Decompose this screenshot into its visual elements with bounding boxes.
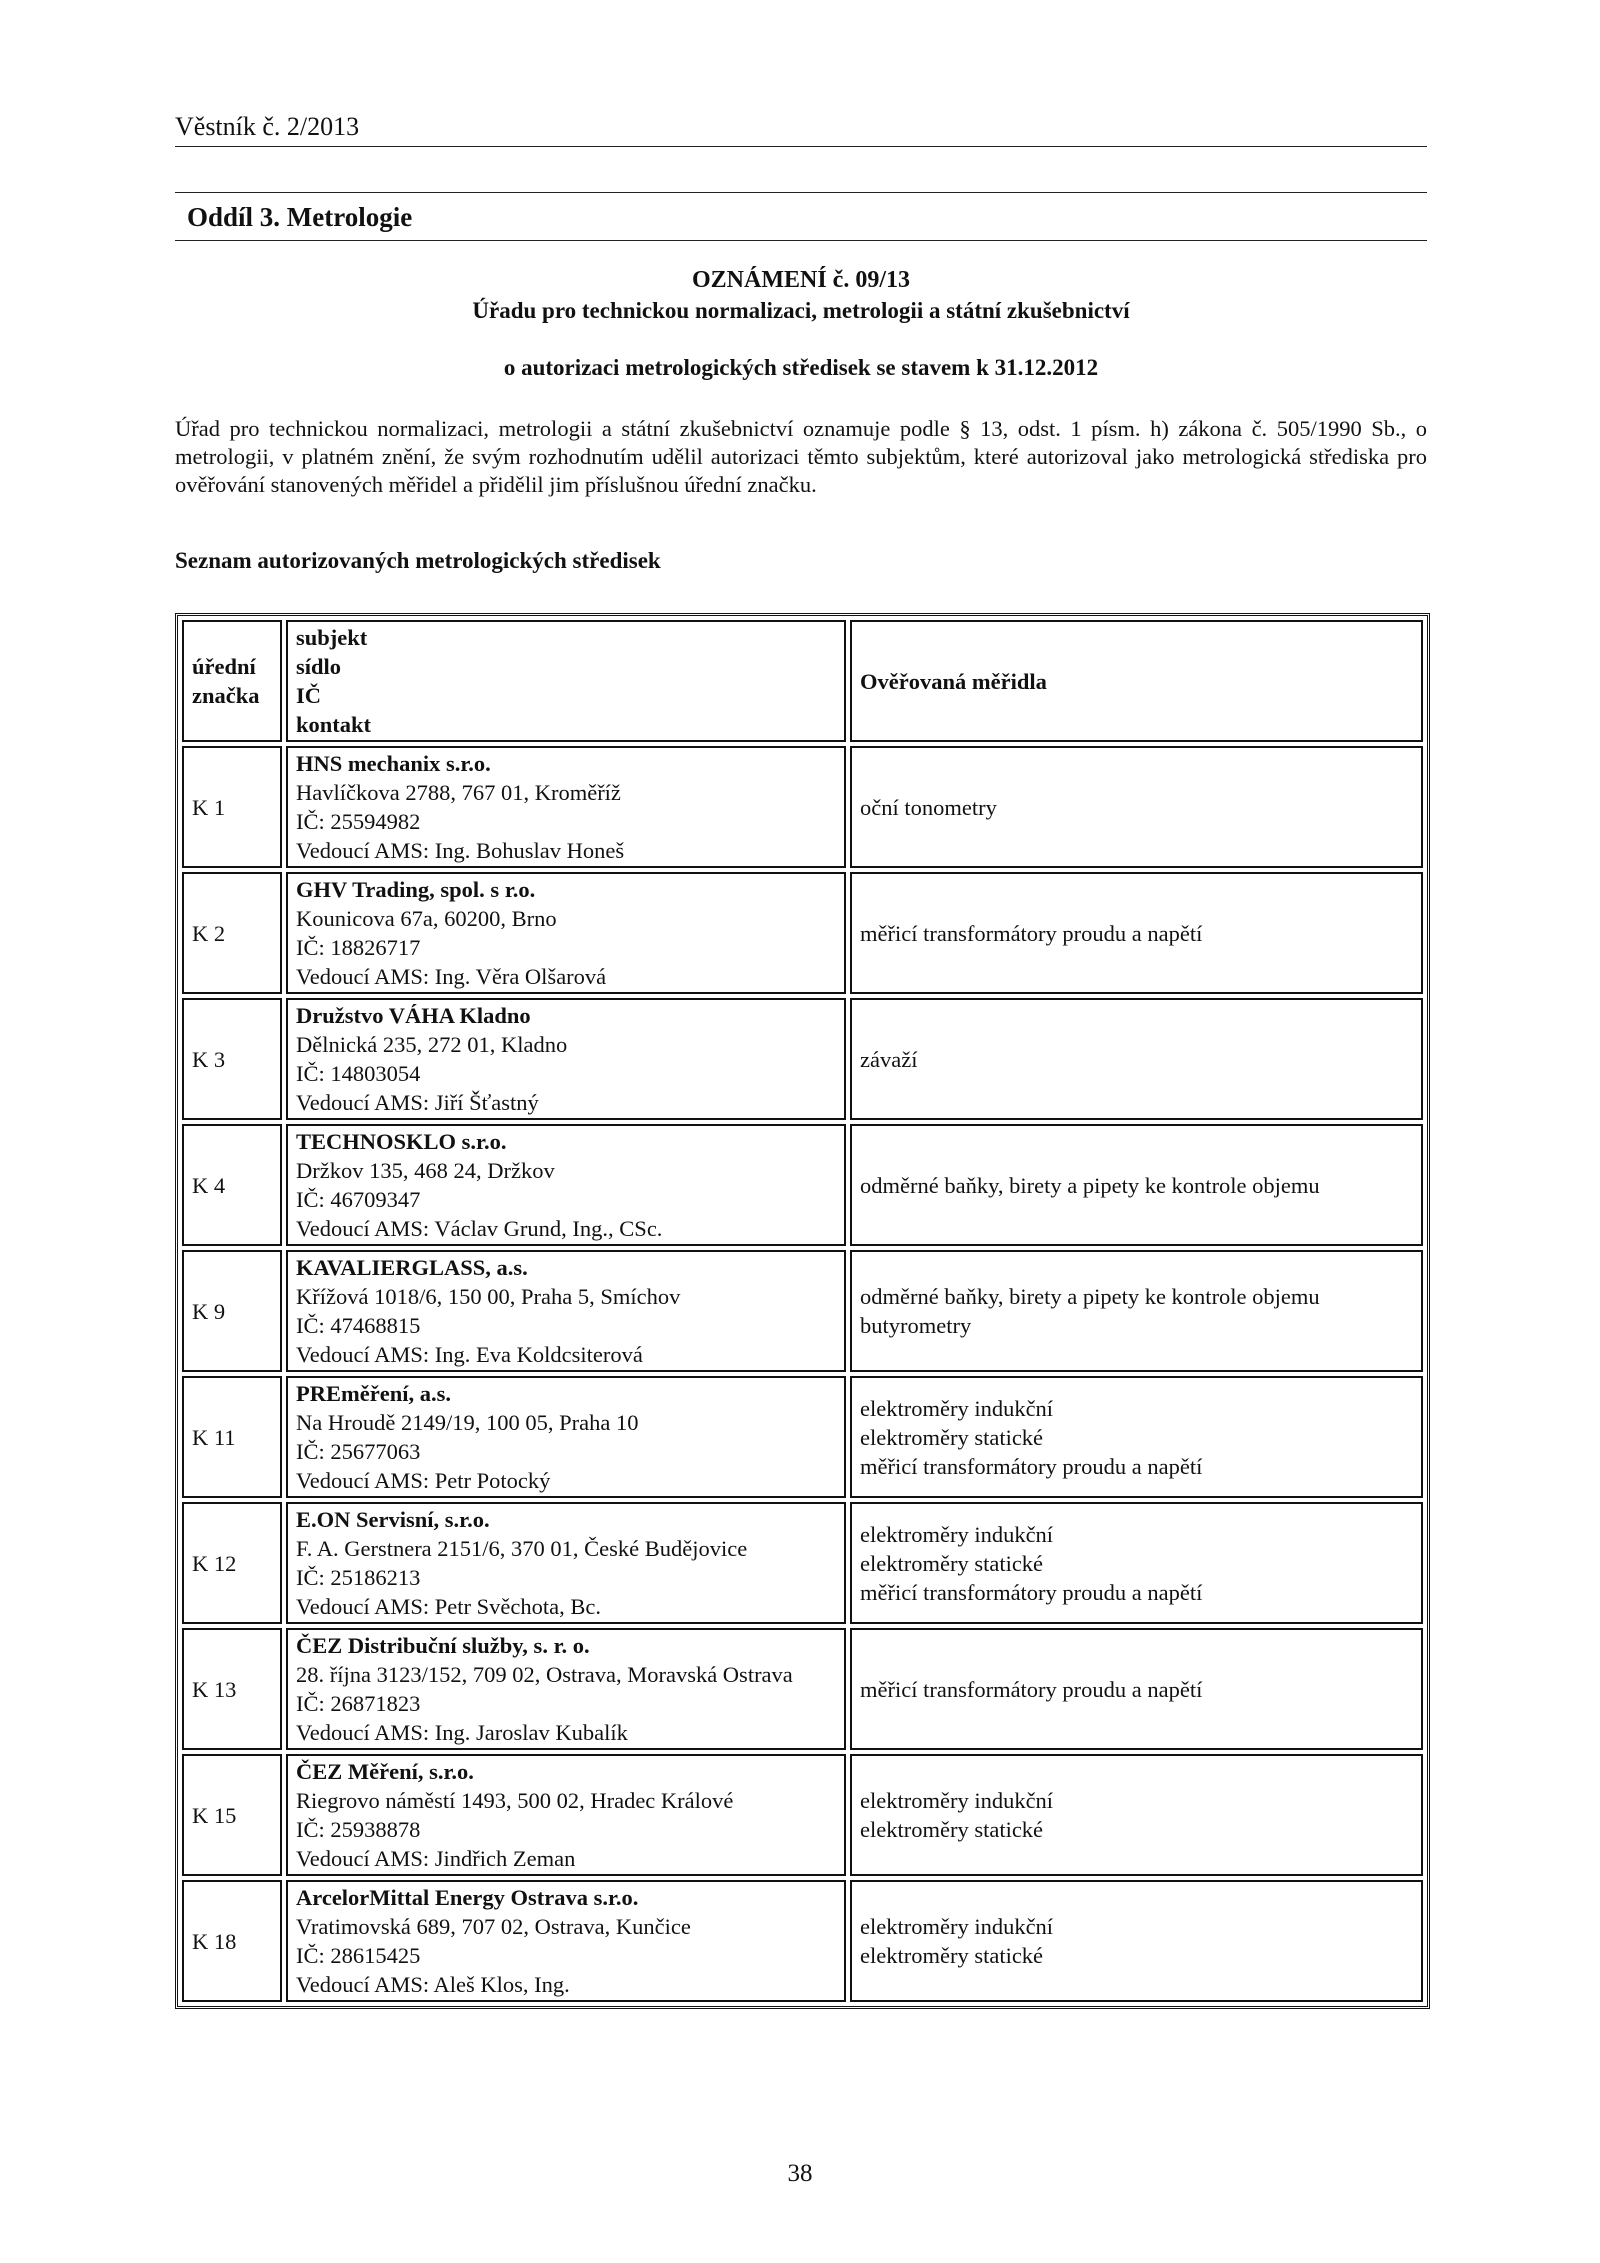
cell-mark: K 18 bbox=[182, 1880, 282, 2002]
subject-address: Křížová 1018/6, 150 00, Praha 5, Smíchov bbox=[296, 1284, 681, 1309]
cell-subject bbox=[286, 1124, 846, 1246]
table-row bbox=[182, 1376, 1423, 1498]
cell-instruments bbox=[850, 1376, 1423, 1498]
header-mark-line: úřední bbox=[192, 654, 256, 679]
header-subject-line: sídlo bbox=[296, 654, 342, 679]
page-number: 38 bbox=[787, 2160, 813, 2187]
cell-subject bbox=[286, 872, 846, 994]
subject-contact: Vedoucí AMS: Jindřich Zeman bbox=[296, 1846, 576, 1871]
subject-name: Družstvo VÁHA Kladno bbox=[296, 1003, 531, 1028]
subject-ico: IČ: 18826717 bbox=[296, 935, 421, 960]
notice-subject: o autorizaci metrologických středisek se stavem k 31.12.2012 bbox=[503, 355, 1099, 380]
table-row bbox=[182, 998, 1423, 1120]
subject-ico: IČ: 25186213 bbox=[296, 1565, 421, 1590]
cell-instruments bbox=[850, 1880, 1423, 2002]
table-header-row bbox=[182, 620, 1423, 742]
instrument-item: elektroměry statické bbox=[860, 1943, 1044, 1968]
header-rule bbox=[175, 146, 1427, 147]
instrument-item: elektroměry statické bbox=[860, 1550, 1044, 1576]
cell-instruments bbox=[850, 998, 1423, 1120]
section-rule-bottom bbox=[175, 240, 1427, 241]
subject-name: HNS mechanix s.r.o. bbox=[296, 751, 491, 776]
header-mark-line: značka bbox=[192, 683, 260, 708]
subject-name: E.ON Servisní, s.r.o. bbox=[296, 1507, 490, 1532]
subject-address: 28. října 3123/152, 709 02, Ostrava, Moravská Ostrava bbox=[296, 1662, 793, 1687]
cell-mark: K 4 bbox=[182, 1124, 282, 1246]
header-subject bbox=[286, 620, 846, 742]
subject-contact: Vedoucí AMS: Petr Potocký bbox=[296, 1468, 551, 1493]
subject-name: ČEZ Měření, s.r.o. bbox=[296, 1759, 474, 1784]
subject-address: Držkov 135, 468 24, Držkov bbox=[296, 1158, 555, 1183]
subject-ico: IČ: 25677063 bbox=[296, 1439, 421, 1464]
cell-subject bbox=[286, 1250, 846, 1372]
running-header: Věstník č. 2/2013 bbox=[175, 112, 360, 141]
subject-address: Kounicova 67a, 60200, Brno bbox=[296, 906, 557, 931]
cell-subject bbox=[286, 1754, 846, 1876]
instrument-item: měřicí transformátory proudu a napětí bbox=[860, 1579, 1203, 1605]
header-subject-line: kontakt bbox=[296, 712, 372, 737]
cell-mark: K 13 bbox=[182, 1628, 282, 1750]
cell-subject bbox=[286, 1502, 846, 1624]
subject-ico: IČ: 26871823 bbox=[296, 1691, 421, 1716]
cell-instruments bbox=[850, 1754, 1423, 1876]
instrument-item: elektroměry indukční bbox=[860, 1395, 1054, 1421]
instrument-item: butyrometry bbox=[860, 1313, 972, 1338]
subject-ico: IČ: 25594982 bbox=[296, 809, 421, 834]
cell-subject bbox=[286, 1376, 846, 1498]
subject-name: GHV Trading, spol. s r.o. bbox=[296, 877, 536, 902]
instrument-item: měřicí transformátory proudu a napětí bbox=[860, 1676, 1203, 1702]
subject-ico: IČ: 28615425 bbox=[296, 1943, 421, 1968]
subject-contact: Vedoucí AMS: Václav Grund, Ing., CSc. bbox=[296, 1216, 663, 1241]
subject-contact: Vedoucí AMS: Ing. Bohuslav Honeš bbox=[296, 838, 625, 863]
cell-instruments bbox=[850, 1124, 1423, 1246]
cell-subject bbox=[286, 1880, 846, 2002]
list-heading: Seznam autorizovaných metrologických středisek bbox=[175, 548, 661, 573]
instrument-item: měřicí transformátory proudu a napětí bbox=[860, 920, 1203, 946]
table-row bbox=[182, 1124, 1423, 1246]
cell-instruments bbox=[850, 1502, 1423, 1624]
header-mark bbox=[182, 620, 282, 742]
cell-subject bbox=[286, 746, 846, 868]
instrument-item: elektroměry indukční bbox=[860, 1788, 1054, 1813]
table-row bbox=[182, 1250, 1423, 1372]
header-subject-line: IČ bbox=[296, 683, 322, 708]
instrument-item: odměrné baňky, birety a pipety ke kontrole objemu bbox=[860, 1284, 1320, 1309]
section-title: Oddíl 3. Metrologie bbox=[187, 202, 413, 232]
cell-mark: K 12 bbox=[182, 1502, 282, 1624]
instrument-item: odměrné baňky, birety a pipety ke kontrole objemu bbox=[860, 1172, 1320, 1198]
table-row bbox=[182, 872, 1423, 994]
subject-address: Na Hroudě 2149/19, 100 05, Praha 10 bbox=[296, 1410, 639, 1435]
cell-subject bbox=[286, 998, 846, 1120]
subject-name: ArcelorMittal Energy Ostrava s.r.o. bbox=[296, 1885, 639, 1910]
subject-contact: Vedoucí AMS: Jiří Šťastný bbox=[296, 1090, 539, 1115]
notice-title: OZNÁMENÍ č. 09/13 bbox=[692, 267, 910, 293]
subject-ico: IČ: 25938878 bbox=[296, 1817, 421, 1842]
instrument-item: elektroměry statické bbox=[860, 1817, 1044, 1842]
table-row bbox=[182, 746, 1423, 868]
subject-contact: Vedoucí AMS: Ing. Jaroslav Kubalík bbox=[296, 1720, 628, 1745]
subject-address: Dělnická 235, 272 01, Kladno bbox=[296, 1032, 568, 1057]
cell-mark: K 9 bbox=[182, 1250, 282, 1372]
subject-ico: IČ: 47468815 bbox=[296, 1313, 421, 1338]
subject-contact: Vedoucí AMS: Aleš Klos, Ing. bbox=[296, 1972, 570, 1997]
instrument-item: elektroměry indukční bbox=[860, 1914, 1054, 1939]
subject-name: KAVALIERGLASS, a.s. bbox=[296, 1255, 528, 1280]
subject-address: F. A. Gerstnera 2151/6, 370 01, České Budějovice bbox=[296, 1536, 748, 1561]
cell-mark: K 11 bbox=[182, 1376, 282, 1498]
instrument-item: elektroměry indukční bbox=[860, 1521, 1054, 1547]
cell-instruments bbox=[850, 1628, 1423, 1750]
centers-table-wrap bbox=[175, 613, 1430, 2009]
cell-subject bbox=[286, 1628, 846, 1750]
subject-ico: IČ: 46709347 bbox=[296, 1187, 421, 1212]
subject-name: ČEZ Distribuční služby, s. r. o. bbox=[296, 1633, 590, 1658]
cell-mark: K 2 bbox=[182, 872, 282, 994]
cell-instruments bbox=[850, 746, 1423, 868]
table-row bbox=[182, 1502, 1423, 1624]
notice-issuer: Úřadu pro technickou normalizaci, metrologii a státní zkušebnictví bbox=[472, 298, 1130, 323]
subject-address: Havlíčkova 2788, 767 01, Kroměříž bbox=[296, 780, 621, 805]
table-row bbox=[182, 1754, 1423, 1876]
header-instruments: Ověřovaná měřidla bbox=[850, 620, 1423, 742]
subject-name: TECHNOSKLO s.r.o. bbox=[296, 1129, 507, 1154]
section-rule-top bbox=[175, 192, 1427, 193]
subject-address: Riegrovo náměstí 1493, 500 02, Hradec Králové bbox=[296, 1788, 734, 1813]
instrument-item: závaží bbox=[860, 1046, 918, 1072]
centers-table bbox=[175, 613, 1430, 2009]
table-row bbox=[182, 1880, 1423, 2002]
subject-name: PREměření, a.s. bbox=[296, 1381, 451, 1406]
subject-address: Vratimovská 689, 707 02, Ostrava, Kunčice bbox=[296, 1914, 691, 1939]
table-row bbox=[182, 1628, 1423, 1750]
subject-ico: IČ: 14803054 bbox=[296, 1061, 421, 1086]
cell-mark: K 15 bbox=[182, 1754, 282, 1876]
subject-contact: Vedoucí AMS: Ing. Eva Koldcsiterová bbox=[296, 1342, 643, 1367]
instrument-item: oční tonometry bbox=[860, 794, 997, 820]
cell-mark: K 1 bbox=[182, 746, 282, 868]
subject-contact: Vedoucí AMS: Petr Svěchota, Bc. bbox=[296, 1594, 601, 1619]
subject-contact: Vedoucí AMS: Ing. Věra Olšarová bbox=[296, 964, 607, 989]
notice-body: Úřad pro technickou normalizaci, metrologii a státní zkušebnictví oznamuje podle § 13, odst. 1 písm. h) zákona č. 505/1990 Sb., o metrologii, v platném znění, že svým rozhodnutím udělil autorizaci těmto subjektům, které autorizoval jako metrologická střediska pro ověřování stanovených měřidel a přidělil jim příslušnou úřední značku. bbox=[175, 416, 1427, 497]
cell-instruments bbox=[850, 1250, 1423, 1372]
instrument-item: elektroměry statické bbox=[860, 1424, 1044, 1450]
cell-instruments bbox=[850, 872, 1423, 994]
instrument-item: měřicí transformátory proudu a napětí bbox=[860, 1453, 1203, 1479]
cell-mark: K 3 bbox=[182, 998, 282, 1120]
header-subject-line: subjekt bbox=[296, 625, 368, 650]
